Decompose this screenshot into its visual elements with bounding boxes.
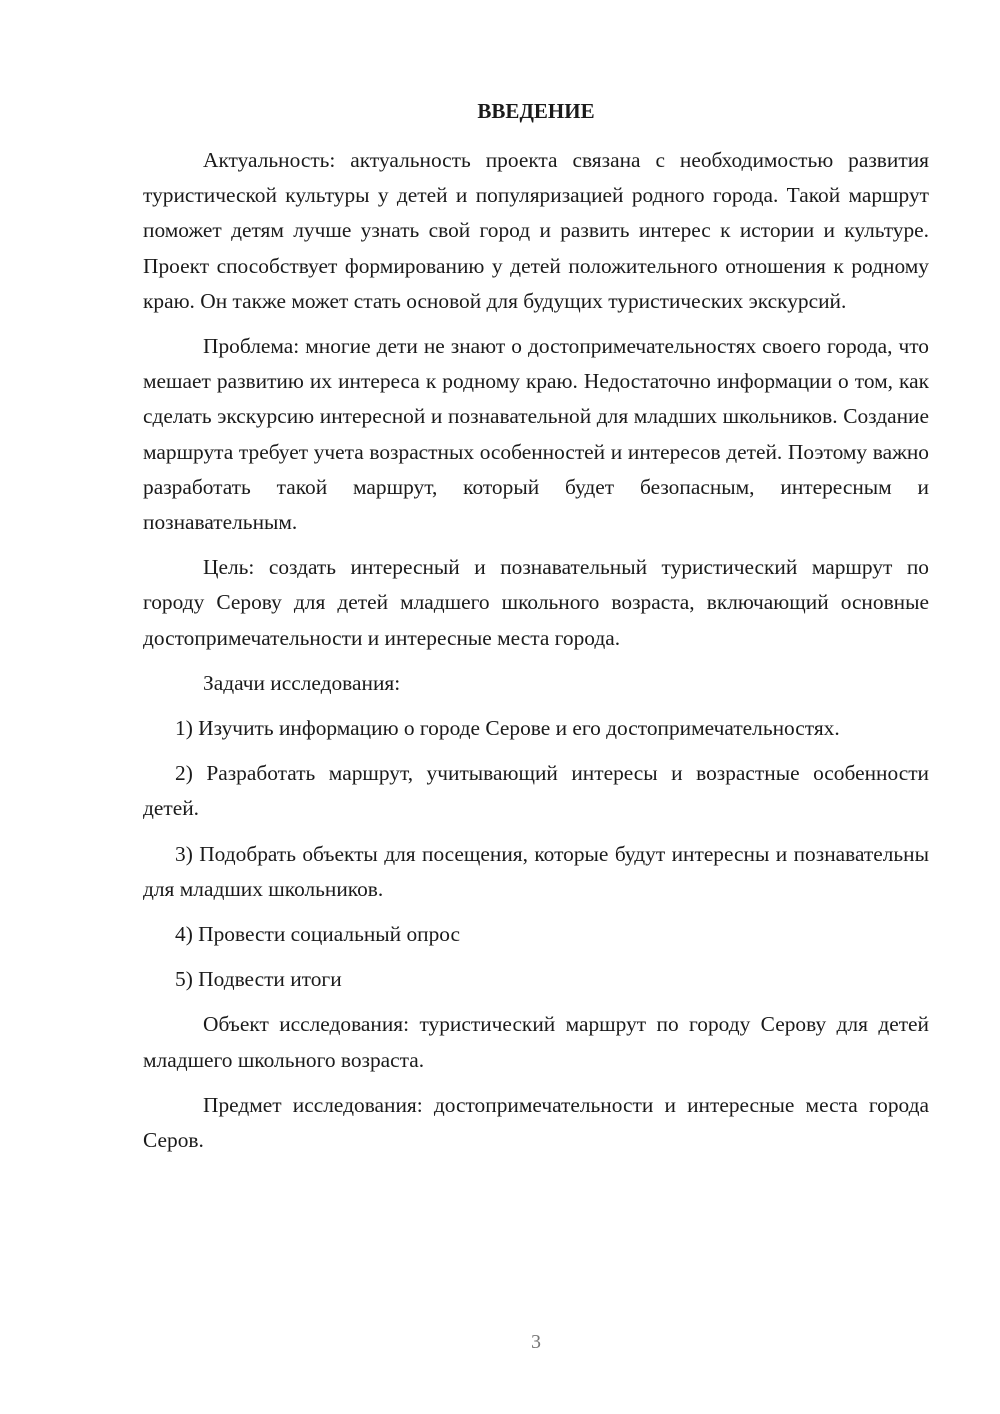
- page-title: ВВЕДЕНИЕ: [477, 99, 595, 123]
- task-item-3: 3) Подобрать объекты для посещения, которые будут интересны и познавательны для младших школьников.: [143, 841, 929, 901]
- page-number: 3: [531, 1331, 541, 1353]
- task-item-1: 1) Изучить информацию о городе Серове и его достопримечательностях.: [175, 716, 840, 741]
- task-item-4: 4) Провести социальный опрос: [175, 922, 461, 947]
- task-item-5: 5) Подвести итоги: [175, 967, 342, 992]
- paragraph-relevance: Актуальность: актуальность проекта связана с необходимостью развития туристической культуры у детей и популяризацией родного города. Такой маршрут поможет детям лучше узнать свой город и развить интерес к истории и культуре. Проект способствует формированию у детей положительного отношения к родному краю. Он также может стать основой для будущих туристических экскурсий.: [143, 148, 929, 313]
- document-body: [143, 143, 929, 1168]
- paragraph-tasks-heading: Задачи исследования:: [203, 670, 401, 695]
- paragraph-problem: Проблема: многие дети не знают о достопримечательностях своего города, что мешает развитию их интереса к родному краю. Недостаточно информации о том, как сделать экскурсию интересной и познавательной для младших школьников. Создание маршрута требует учета возрастных особенностей и интересов детей. Поэтому важно разработать такой маршрут, который будет безопасным, интересным и познавательным.: [143, 334, 929, 535]
- paragraph-research-subject: Предмет исследования: достопримечательности и интересные места города Серов.: [143, 1092, 929, 1153]
- task-item-2: 2) Разработать маршрут, учитывающий интересы и возрастные особенности детей.: [143, 761, 929, 821]
- paragraph-goal: Цель: создать интересный и познавательный туристический маршрут по городу Серову для детей младшего школьного возраста, включающий основные достопримечательности и интересные места города.: [143, 555, 929, 650]
- document-page: [143, 0, 929, 1414]
- paragraph-research-object: Объект исследования: туристический маршрут по городу Серову для детей младшего школьного возраста.: [143, 1012, 929, 1072]
